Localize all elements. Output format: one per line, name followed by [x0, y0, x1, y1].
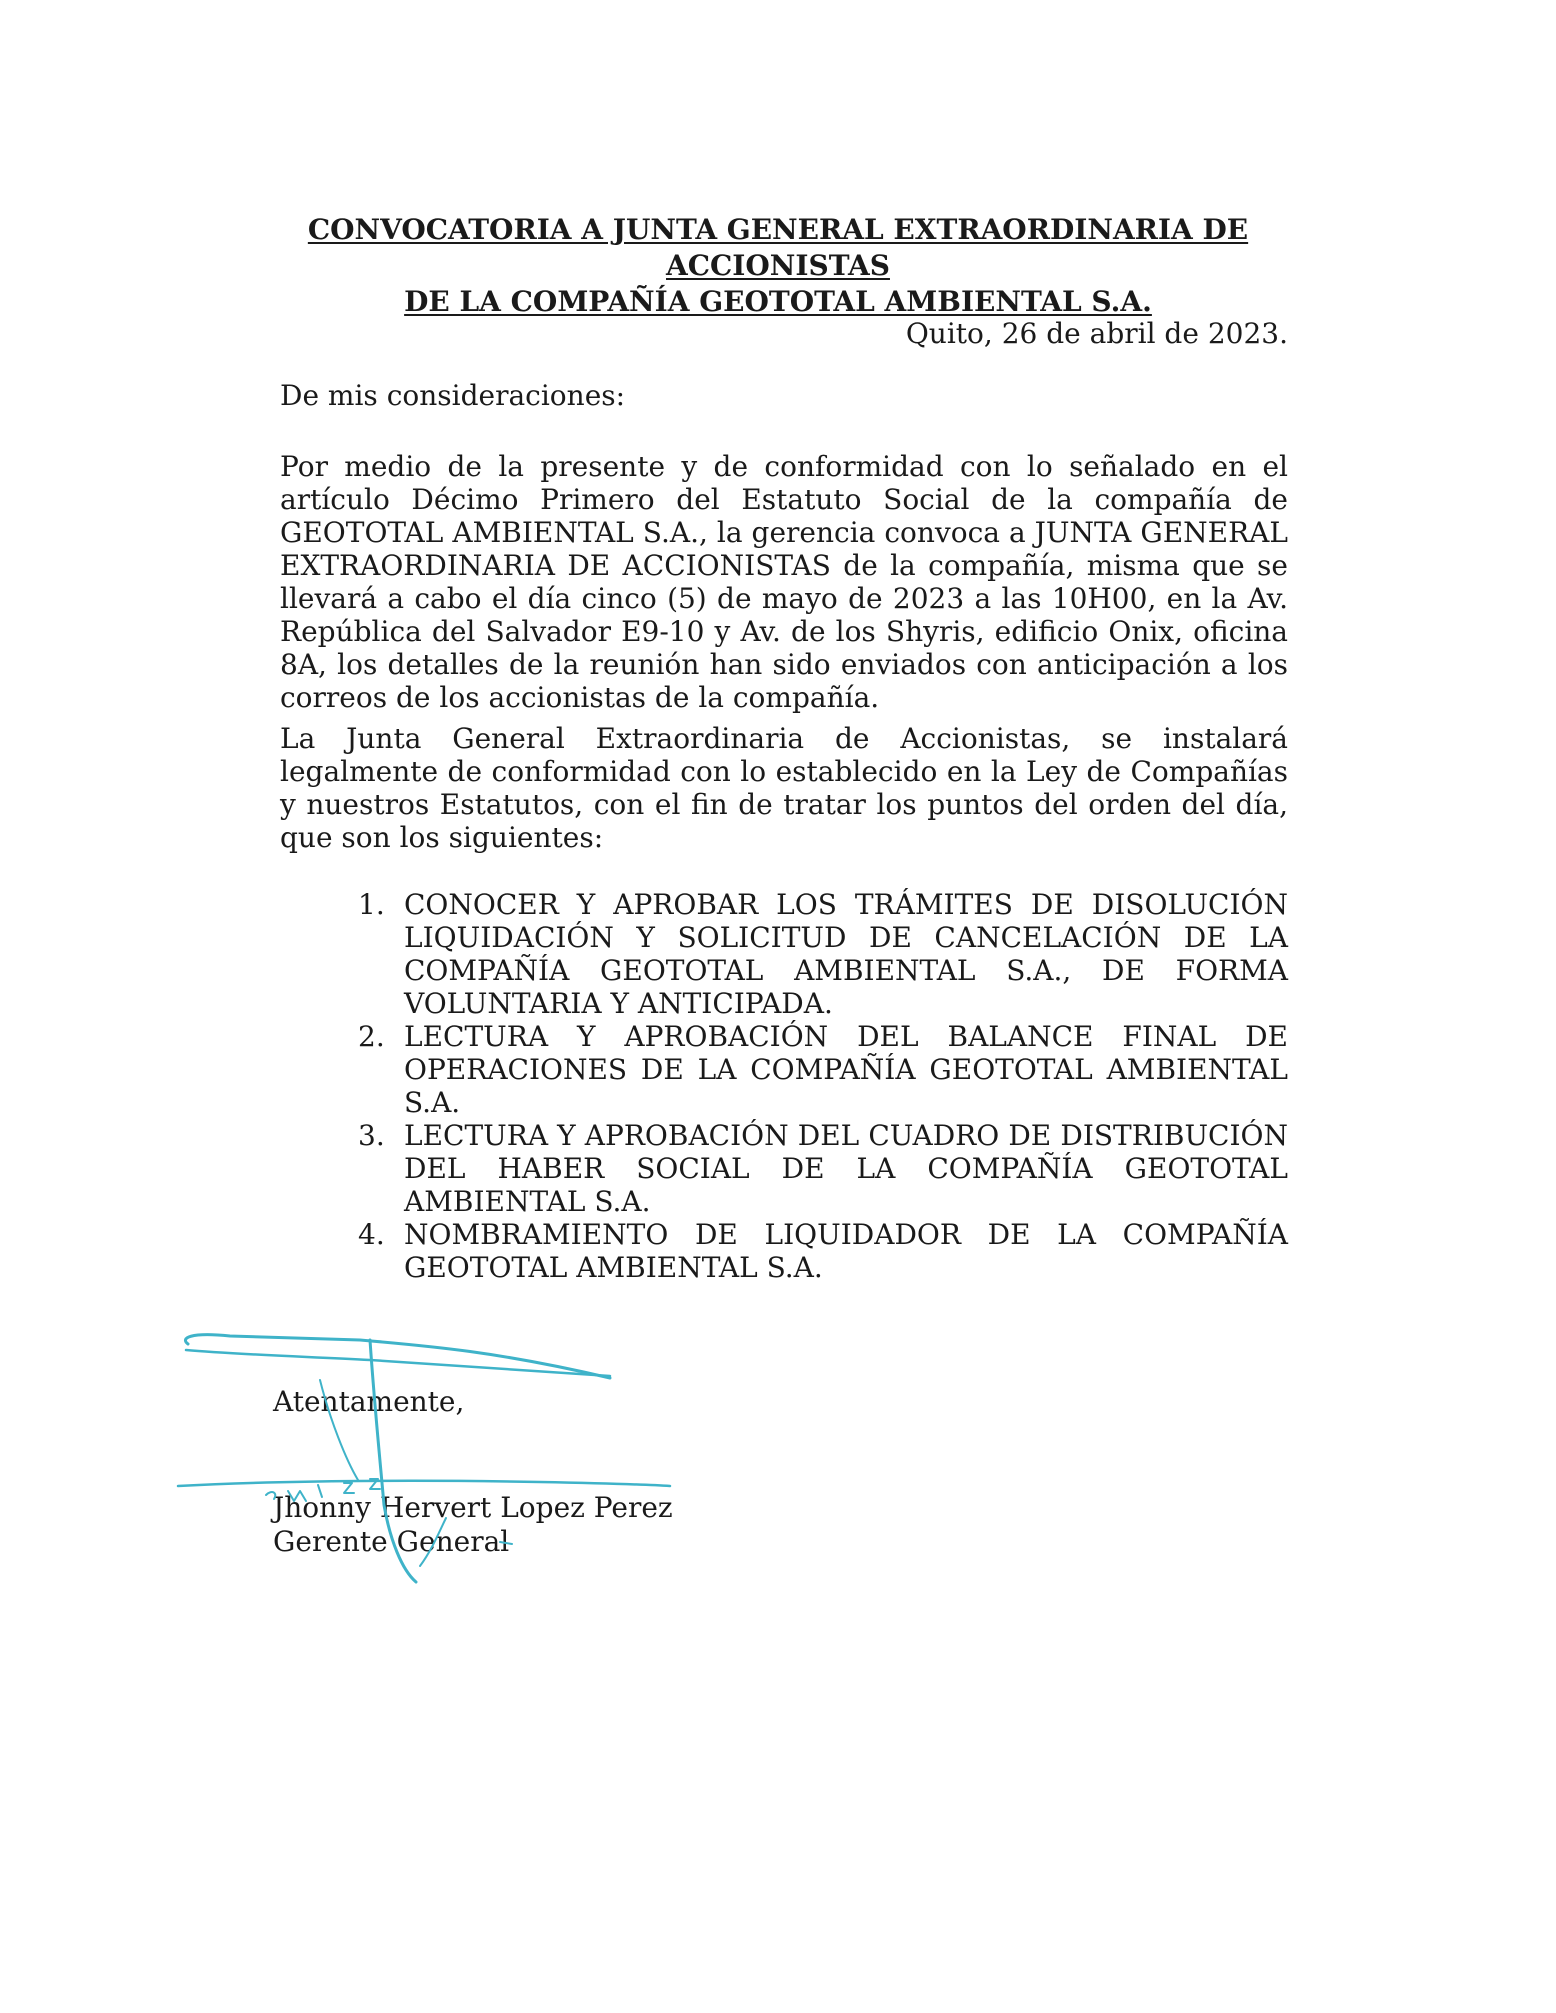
agenda-item-number: 3. — [358, 1119, 385, 1152]
agenda-item-text: NOMBRAMIENTO DE LIQUIDADOR DE LA COMPAÑÍA GEOTOTAL AMBIENTAL S.A. — [404, 1218, 1288, 1284]
agenda-item — [358, 1119, 1288, 1218]
document-date: Quito, 26 de abril de 2023. — [905, 317, 1288, 350]
agenda-item — [358, 888, 1288, 1020]
agenda-item-number: 4. — [358, 1218, 385, 1251]
agenda-item — [358, 1020, 1288, 1119]
agenda-item-text: LECTURA Y APROBACIÓN DEL CUADRO DE DISTRIBUCIÓN DEL HABER SOCIAL DE LA COMPAÑÍA GEOTOTAL AMBIENTAL S.A. — [404, 1119, 1288, 1218]
agenda-list — [358, 888, 1288, 1284]
signature-stroke — [500, 1542, 512, 1544]
paragraph-convocation: Por medio de la presente y de conformidad con lo señalado en el artículo Décimo Primero del Estatuto Social de la compañía de GEOTOTAL AMBIENTAL S.A., la gerencia convoca a JUNTA GENERAL EXTRAORDINARIA DE ACCIONISTAS de la compañía, misma que se llevará a cabo el día cinco (5) de mayo de 2023 a las 10H00, en la Av. República del Salvador E9-10 y Av. de los Shyris, edificio Onix, oficina 8A, los detalles de la reunión han sido enviados con anticipación a los correos de los accionistas de la compañía. — [280, 450, 1288, 714]
salutation: De mis consideraciones: — [280, 379, 626, 412]
signer-name: Jhonny Hervert Lopez Perez — [273, 1491, 673, 1524]
agenda-item-number: 1. — [358, 888, 385, 921]
document-title — [280, 212, 1276, 320]
agenda-item-text: LECTURA Y APROBACIÓN DEL BALANCE FINAL DE OPERACIONES DE LA COMPAÑÍA GEOTOTAL AMBIENTAL S.A. — [404, 1020, 1288, 1119]
agenda-item-number: 2. — [358, 1020, 385, 1053]
agenda-item-text: CONOCER Y APROBAR LOS TRÁMITES DE DISOLUCIÓN LIQUIDACIÓN Y SOLICITUD DE CANCELACIÓN DE LA COMPAÑÍA GEOTOTAL AMBIENTAL S.A., DE FORMA VOLUNTARIA Y ANTICIPADA. — [404, 888, 1288, 1020]
signature-stroke — [370, 1340, 416, 1582]
paragraph-agenda-intro: La Junta General Extraordinaria de Accionistas, se instalará legalmente de conformidad con lo establecido en la Ley de Compañías y nuestros Estatutos, con el fin de tratar los puntos del orden del día, que son los siguientes: — [280, 722, 1288, 854]
agenda-item — [358, 1218, 1288, 1284]
signature-stroke — [420, 1518, 446, 1566]
signer-role: Gerente General — [273, 1525, 510, 1558]
closing: Atentamente, — [273, 1385, 465, 1418]
title-line-1: CONVOCATORIA A JUNTA GENERAL EXTRAORDINARIA DE ACCIONISTAS — [307, 213, 1249, 282]
title-line-2: DE LA COMPAÑÍA GEOTOTAL AMBIENTAL S.A. — [404, 285, 1152, 318]
handwritten-signature — [170, 1330, 710, 1590]
signature-stroke — [320, 1380, 358, 1480]
signature-stroke — [178, 1481, 670, 1486]
